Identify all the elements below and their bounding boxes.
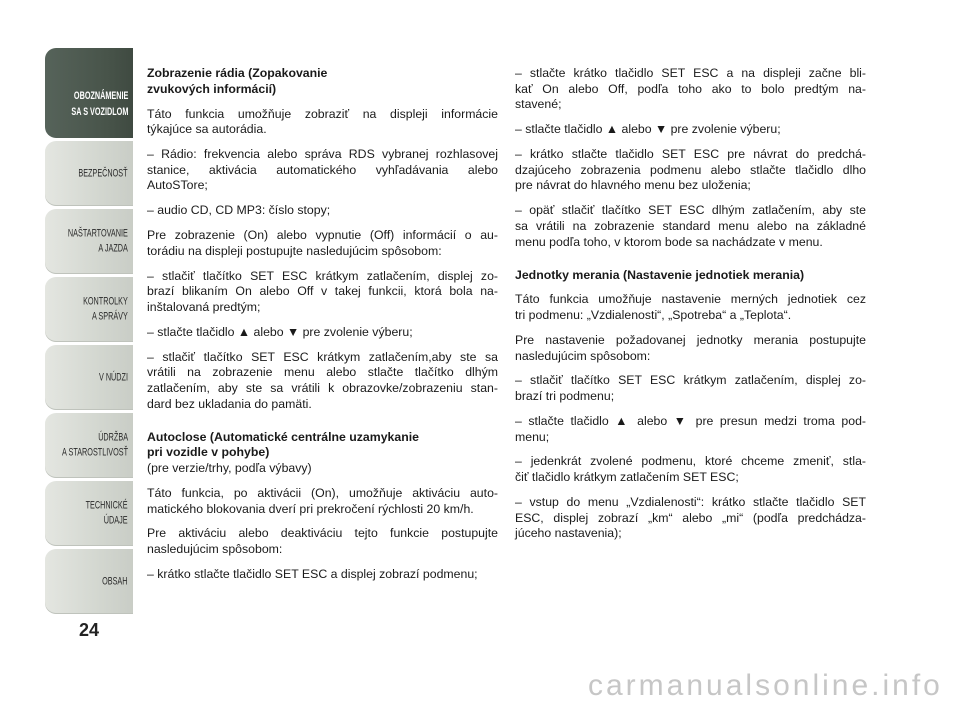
page-number: 24	[78, 620, 100, 640]
tab-label	[83, 294, 128, 325]
text-line: Pre aktiváciu alebo deaktiváciu tejto funkcie postupujte	[147, 526, 498, 541]
text-line: zatlačením, aby ste sa vrátili k obrazovke/zobrazeniu stan-	[147, 380, 498, 395]
text-line: menu;	[515, 429, 550, 444]
paragraph	[147, 325, 498, 341]
text-line: ESC, displej zobrazí „km“ alebo „mi“ (podľa predchádza-	[515, 510, 866, 525]
heading-note: (pre verzie/trhy, podľa výbavy)	[147, 461, 312, 476]
paragraph	[147, 269, 498, 316]
sidebar-tab-obsah[interactable]	[45, 549, 133, 614]
sidebar-tab-technicke-udaje[interactable]	[45, 481, 133, 546]
text-line: brazí tri podmenu;	[515, 389, 615, 404]
paragraph	[515, 66, 866, 113]
text-line: – krátko stlačte tlačidlo SET ESC a displej zobrazí podmenu;	[147, 566, 478, 581]
heading-line: Autoclose (Automatické centrálne uzamykanie	[147, 429, 419, 444]
heading-line: Zobrazenie rádia (Zopakovanie	[147, 66, 328, 80]
text-line: AutoSTore;	[147, 178, 208, 193]
text-line: dard bez ukladania do pamäti.	[147, 396, 312, 411]
section-heading-radio	[147, 66, 498, 97]
text-line: brazí blikaním On alebo Off v takej funkcii, ktorá bola na-	[147, 284, 498, 299]
right-column	[515, 66, 866, 542]
paragraph	[147, 228, 498, 259]
text-line: – stlačte krátko tlačidlo SET ESC a na displeji začne bli-	[515, 66, 866, 80]
text-line: – stlačte tlačidlo ▲ alebo ▼ pre zvolenie výberu;	[147, 324, 413, 339]
sidebar-tab-kontrolky[interactable]	[45, 277, 133, 342]
text-line: torádiu na displeji postupujte nasledujúcim spôsobom:	[147, 243, 442, 258]
chapter-tabs	[45, 0, 133, 620]
text-line: Táto funkcia, po aktivácii (On), umožňuje aktiváciu auto-	[147, 485, 498, 500]
text-line: – audio CD, CD MP3: číslo stopy;	[147, 203, 331, 218]
paragraph	[515, 454, 866, 485]
watermark: carmanualsonline.info	[588, 669, 943, 702]
tab-label	[86, 498, 128, 529]
paragraph	[515, 373, 866, 404]
paragraph	[147, 107, 498, 138]
tab-label-line: OBSAH	[102, 574, 128, 587]
text-line: pre návrat do hlavného menu bez uloženia;	[515, 178, 751, 193]
paragraph	[147, 147, 498, 194]
tab-label	[62, 430, 128, 461]
text-line: týkajúce sa autorádia.	[147, 122, 267, 137]
paragraph	[515, 495, 866, 542]
tab-label-line: NAŠTARTOVANIE	[68, 227, 128, 239]
text-line: Táto funkcia umožňuje nastavenie merných jednotiek cez	[515, 292, 866, 307]
tab-label	[68, 226, 128, 257]
tab-label	[103, 574, 128, 590]
text-line: matického blokovania dverí pri prekročení rýchlosti 20 km/h.	[147, 501, 474, 516]
paragraph	[515, 414, 866, 445]
text-line: sa vrátili na zobrazenie standard menu alebo na základné	[515, 218, 866, 233]
paragraph	[147, 486, 498, 517]
section-heading-autoclose	[147, 430, 498, 477]
text-line: Pre nastavenie požadovanej jednotky merania postupujte	[515, 332, 866, 347]
text-line: Táto funkcia umožňuje zobraziť na displeji informácie	[147, 106, 498, 121]
tab-label-line: V NÚDZI	[98, 370, 128, 383]
paragraph	[147, 203, 498, 219]
heading-line: Jednotky merania (Nastavenie jednotiek merania)	[515, 267, 805, 282]
tab-label-line: TECHNICKÉ	[86, 499, 128, 511]
text-line: – Rádio: frekvencia alebo správa RDS vybranej rozhlasovej	[147, 147, 498, 161]
left-column	[147, 66, 498, 583]
text-line: menu podľa toho, v ktorom bode sa nachádzate v menu.	[515, 234, 823, 249]
text-line: júceho nastavenia);	[515, 526, 622, 541]
tab-label	[99, 370, 128, 386]
tab-label-line: SA S VOZIDLOM	[70, 105, 128, 118]
sidebar-tab-v-nudzi[interactable]	[45, 345, 133, 410]
text-line: stavené;	[515, 97, 562, 112]
text-line: – stlačte tlačidlo ▲ alebo ▼ pre zvolenie výberu;	[515, 122, 781, 137]
text-line: nasledujúcim spôsobom:	[515, 348, 651, 363]
text-line: stanice, aktivácia automatického vyhľadávania alebo	[147, 162, 498, 177]
tab-label-line: A JAZDA	[98, 242, 128, 255]
tab-label-line: A SPRÁVY	[92, 310, 128, 323]
tab-label	[79, 166, 128, 182]
paragraph	[515, 292, 866, 323]
sidebar-tab-nastartovanie[interactable]	[45, 209, 133, 274]
text-line: nasledujúcim spôsobom:	[147, 542, 283, 557]
text-line: – stlačiť tlačítko SET ESC krátkym zatlačením,aby ste sa	[147, 349, 498, 364]
sidebar-tab-udrzba[interactable]	[45, 413, 133, 478]
tab-label-line: ÚDAJE	[104, 514, 128, 527]
text-line: – stlačiť tlačítko SET ESC krátkym zatlačením, displej zo-	[147, 268, 498, 283]
heading-line: zvukových informácií)	[147, 81, 277, 96]
text-line: Pre zobrazenie (On) alebo vypnutie (Off) informácií o au-	[147, 228, 498, 242]
sidebar-tab-oboznamenie[interactable]	[45, 48, 133, 138]
tab-label-line: KONTROLKY	[83, 295, 128, 307]
paragraph	[515, 122, 866, 138]
sidebar-tab-bezpecnost[interactable]	[45, 141, 133, 206]
text-line: – opäť stlačiť tlačítko SET ESC dlhým zatlačením, aby ste	[515, 203, 866, 218]
paragraph	[147, 567, 498, 583]
section-heading-units	[515, 268, 866, 284]
tab-label	[71, 89, 128, 120]
paragraph	[147, 350, 498, 413]
tab-label-line: BEZPEČNOSŤ	[78, 166, 128, 179]
paragraph	[147, 526, 498, 557]
text-line: – vstup do menu „Vzdialenosti“: krátko stlačte tlačidlo SET	[515, 494, 866, 509]
text-line: – jedenkrát zvolené podmenu, ktoré chceme zmeniť, stla-	[515, 454, 866, 469]
tab-label-line: A STAROSTLIVOSŤ	[61, 446, 128, 459]
heading-line: pri vozidle v pohybe)	[147, 445, 270, 460]
text-line: inštalovaná predtým;	[147, 299, 261, 314]
text-line: tri podmenu: „Vzdialenosti“, „Spotreba“ a „Teplota“.	[515, 308, 792, 323]
text-line: – krátko stlačte tlačidlo SET ESC pre návrat do predchá-	[515, 147, 866, 161]
paragraph	[515, 333, 866, 364]
text-line: dzajúceho zobrazenia podmenu alebo stlačte tlačidlo dlho	[515, 162, 866, 177]
text-line: – stlačte tlačidlo ▲ alebo ▼ pre presun medzi troma pod-	[515, 413, 866, 428]
tab-label-line: ÚDRŽBA	[98, 431, 128, 443]
text-line: kať On alebo Off, podľa toho ako to bolo predtým na-	[515, 81, 866, 96]
paragraph	[515, 147, 866, 194]
text-line: vrátili na zobrazenie menu alebo stlačte tlačítko dlhým	[147, 365, 498, 380]
paragraph	[515, 203, 866, 250]
tab-label-line: OBOZNÁMENIE	[73, 90, 128, 102]
text-line: čiť tlačidlo krátkym zatlačením SET ESC;	[515, 470, 739, 485]
text-line: – stlačiť tlačítko SET ESC krátkym zatlačením, displej zo-	[515, 373, 866, 388]
